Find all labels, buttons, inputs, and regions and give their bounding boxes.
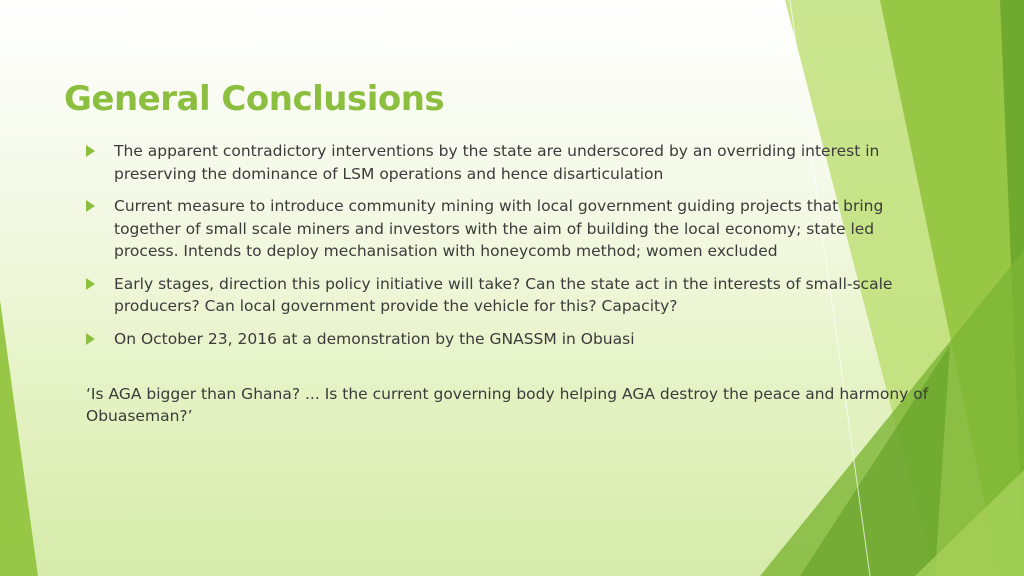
bullet-item xyxy=(86,328,936,351)
bullet-arrow-icon xyxy=(86,145,95,157)
bullet-item xyxy=(86,195,936,263)
bullet-list xyxy=(86,140,936,360)
bullet-item xyxy=(86,273,936,318)
left-green-sliver xyxy=(0,300,38,576)
bullet-arrow-icon xyxy=(86,333,95,345)
bullet-text: On October 23, 2016 at a demonstration by the GNASSM in Obuasi xyxy=(114,329,635,348)
quote-text: ‘Is AGA bigger than Ghana? ... Is the current governing body helping AGA destroy the peace and harmony of Obuaseman?’ xyxy=(86,384,929,425)
slide-title: General Conclusions xyxy=(64,78,445,119)
bullet-arrow-icon xyxy=(86,200,95,212)
bullet-text: The apparent contradictory interventions by the state are underscored by an overriding interest in preserving the dominance of LSM operations and hence disarticulation xyxy=(114,142,880,183)
bullet-text: Current measure to introduce community mining with local government guiding projects that bring together of small scale miners and investors with the aim of building the local economy; state led process. Intends to deploy mechanisation with honeycomb method; women excluded xyxy=(114,197,884,260)
bullet-text: Early stages, direction this policy initiative will take? Can the state act in the interests of small-scale producers? Can local government provide the vehicle for this? Capacity? xyxy=(114,274,893,315)
bullet-arrow-icon xyxy=(86,278,95,290)
bullet-item xyxy=(86,140,936,185)
